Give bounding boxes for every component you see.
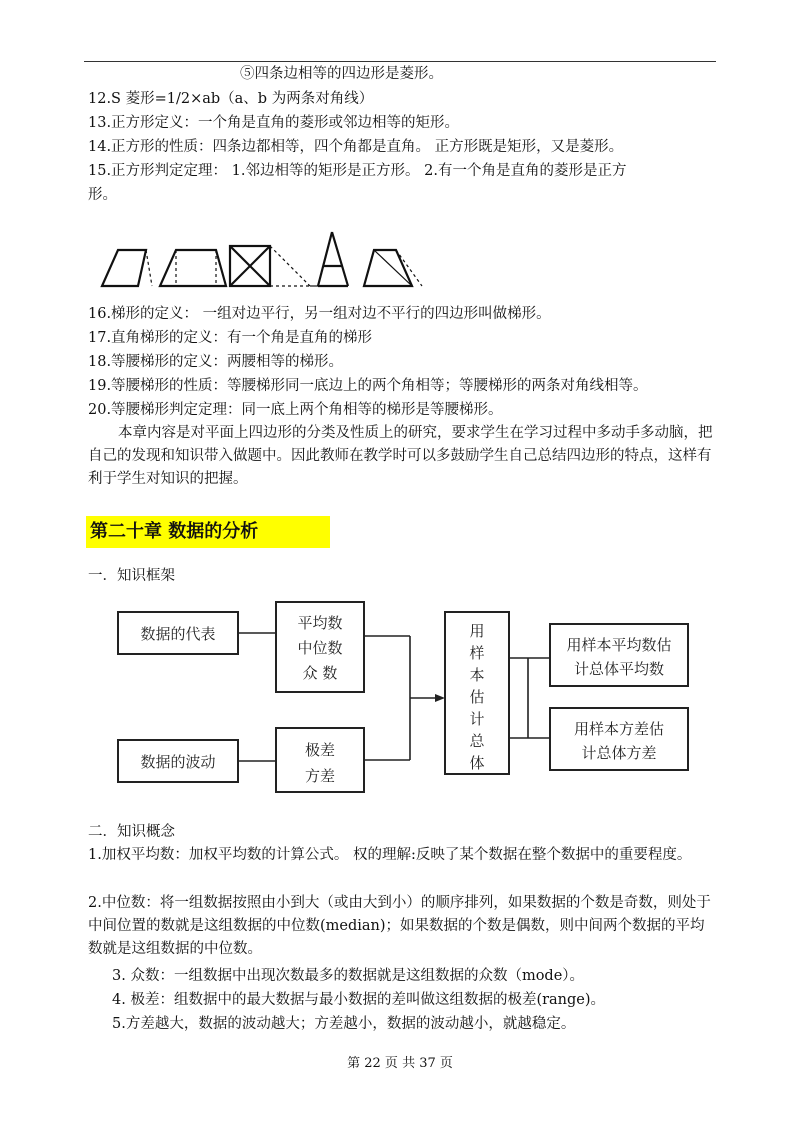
text-line: ⑤四条边相等的四边形是菱形。 [240,66,443,82]
summary-paragraph: 本章内容是对平面上四边形的分类及性质上的研究，要求学生在学习过程中多动手多动脑，把自己的发现和知识带入做题中。因此教师在教学时可以多鼓励学生自己总结四边形的特点，这样有利于学生对知识的把握。 [88,425,713,487]
text-line: 15.正方形判定定理： 1.邻边相等的矩形是正方形。 2.有一个角是直角的菱形是正方 [88,163,627,179]
text-line: 20.等腰梯形判定定理：同一底上两个角相等的梯形是等腰梯形。 [88,402,503,418]
concept-item: 4. 极差：组数据中的最大数据与最小数据的差叫做这组数据的极差(range)。 [112,992,606,1008]
chapter-title: 第二十章 数据的分析 [86,516,330,548]
concept-item: 1.加权平均数：加权平均数的计算公式。 权的理解:反映了某个数据在整个数据中的重要程度。 [88,847,692,863]
box-label: 用样本方差估 [573,720,665,738]
text-line: 17.直角梯形的定义：有一个角是直角的梯形 [88,330,373,346]
box-label: 本 [469,666,485,684]
box-label: 中位数 [297,639,343,657]
box-label: 极差 [304,741,336,759]
box-label: 用样本平均数估 [566,636,672,654]
header-rule [84,61,716,62]
concept-item: 5.方差越大，数据的波动越大；方差越小，数据的波动越小，就越稳定。 [112,1016,576,1032]
box-label: 样 [469,644,485,662]
text-line: 12.S 菱形=1/2×ab（a、b 为两条对角线） [88,91,374,107]
concept-item: 3. 众数：一组数据中出现次数最多的数据就是这组数据的众数（mode）。 [112,968,585,984]
box-label: 总 [469,732,485,750]
box-label: 方差 [304,767,336,785]
box-label: 计总体平均数 [573,660,665,678]
arrow-head-icon [435,694,445,702]
text-line: 形。 [88,187,117,203]
knowledge-framework-diagram [110,598,710,798]
box-label: 数据的波动 [140,753,216,771]
concept-item: 2.中位数：将一组数据按照由小到大（或由大到小）的顺序排列，如果数据的个数是奇数，则处于中间位置的数就是这组数据的中位数(median)；如果数据的个数是偶数，则中间两个数据的平均数就是这组数据的中位数。 [88,895,711,957]
text-line: 18.等腰梯形的定义：两腰相等的梯形。 [88,354,344,370]
section-heading: 一．知识框架 [88,568,175,584]
section-heading: 二．知识概念 [88,824,175,840]
box-label: 平均数 [297,614,343,632]
trapezoid-figures [96,228,426,294]
text-line: 16.梯形的定义： 一组对边平行，另一组对边不平行的四边形叫做梯形。 [88,306,551,322]
text-line: 13.正方形定义：一个角是直角的菱形或邻边相等的矩形。 [88,115,460,131]
box-label: 数据的代表 [140,625,216,643]
box-label: 计 [469,710,485,728]
text-line: 14.正方形的性质：四条边都相等，四个角都是直角。 正方形既是矩形，又是菱形。 [88,139,624,155]
page-footer: 第 22 页 共 37 页 [347,1056,453,1071]
box-label: 计总体方差 [581,744,657,762]
text-line: 19.等腰梯形的性质：等腰梯形同一底边上的两个角相等；等腰梯形的两条对角线相等。 [88,378,648,394]
box-label: 用 [469,622,485,640]
box-label: 众 数 [302,664,338,682]
box-label: 估 [469,688,485,706]
box-label: 体 [469,754,485,772]
